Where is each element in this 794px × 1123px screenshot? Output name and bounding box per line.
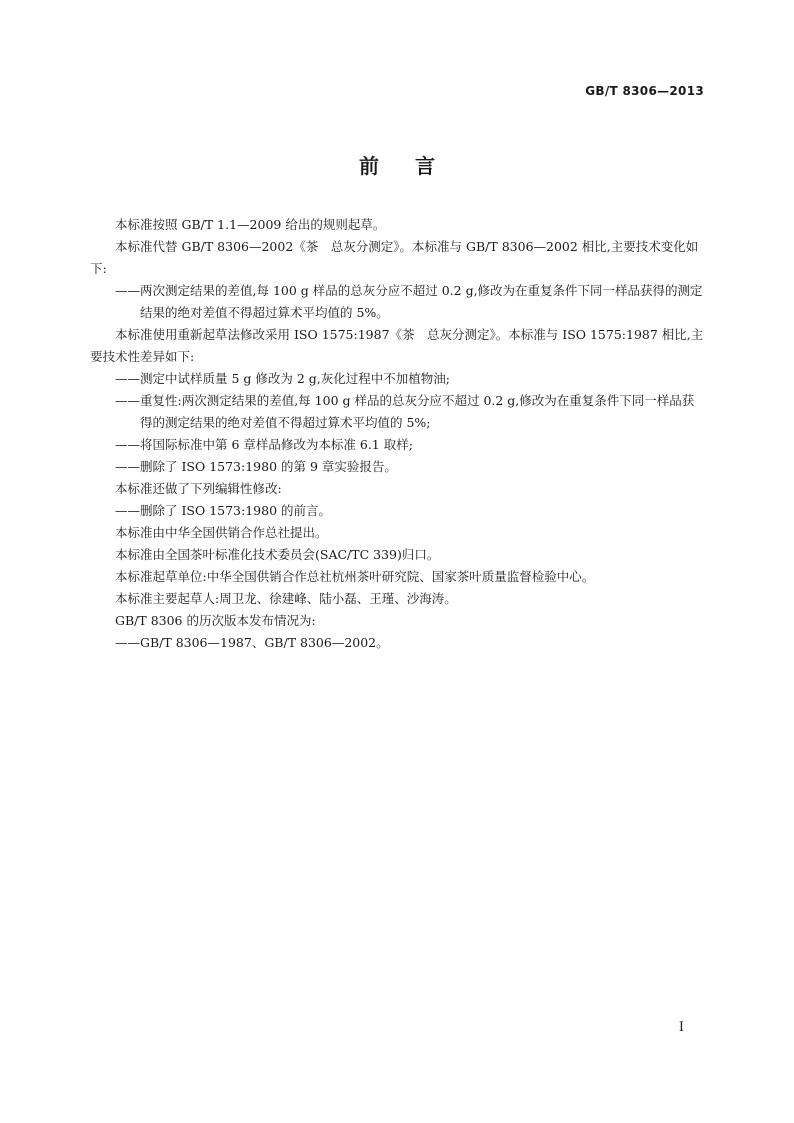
list-item: ——测定中试样质量 5 g 修改为 2 g,灰化过程中不加植物油; [115, 371, 450, 386]
list-item: ——重复性:两次测定结果的差值,每 100 g 样品的总灰分应不超过 0.2 g,修改为在重复条件下同一样品获得的测定结果的绝对差值不得超过算术平均值的 5%; [115, 393, 695, 430]
page-number: I [678, 1020, 684, 1035]
list-item: ——删除了 ISO 1573:1980 的前言。 [115, 503, 332, 518]
list-item: ——GB/T 8306—1987、GB/T 8306—2002。 [115, 635, 389, 650]
paragraph: 本标准由中华全国供销合作总社提出。 [115, 525, 328, 540]
list-item: ——两次测定结果的差值,每 100 g 样品的总灰分应不超过 0.2 g,修改为在重复条件下同一样品获得的测定结果的绝对差值不得超过算术平均值的 5%。 [115, 283, 703, 320]
paragraph: 本标准由全国茶叶标准化技术委员会(SAC/TC 339)归口。 [115, 547, 440, 562]
standard-code: GB/T 8306—2013 [585, 84, 704, 98]
list-item: ——将国际标准中第 6 章样品修改为本标准 6.1 取样; [115, 437, 413, 452]
paragraph: 本标准代替 GB/T 8306—2002《茶 总灰分测定》。本标准与 GB/T 8306—2002 相比,主要技术变化如下: [90, 239, 699, 276]
paragraph: 本标准还做了下列编辑性修改: [115, 481, 282, 496]
paragraph: 本标准按照 GB/T 1.1—2009 给出的规则起草。 [115, 217, 386, 232]
foreword-body [90, 214, 704, 654]
paragraph: GB/T 8306 的历次版本发布情况为: [115, 613, 316, 628]
paragraph: 本标准使用重新起草法修改采用 ISO 1575:1987《茶 总灰分测定》。本标准与 ISO 1575:1987 相比,主要技术性差异如下: [90, 327, 704, 364]
paragraph: 本标准主要起草人:周卫龙、徐建峰、陆小磊、王瑾、沙海涛。 [115, 591, 457, 606]
paragraph: 本标准起草单位:中华全国供销合作总社杭州茶叶研究院、国家茶叶质量监督检验中心。 [115, 569, 595, 584]
page-title: 前言 [359, 154, 471, 178]
list-item: ——删除了 ISO 1573:1980 的第 9 章实验报告。 [115, 459, 397, 474]
